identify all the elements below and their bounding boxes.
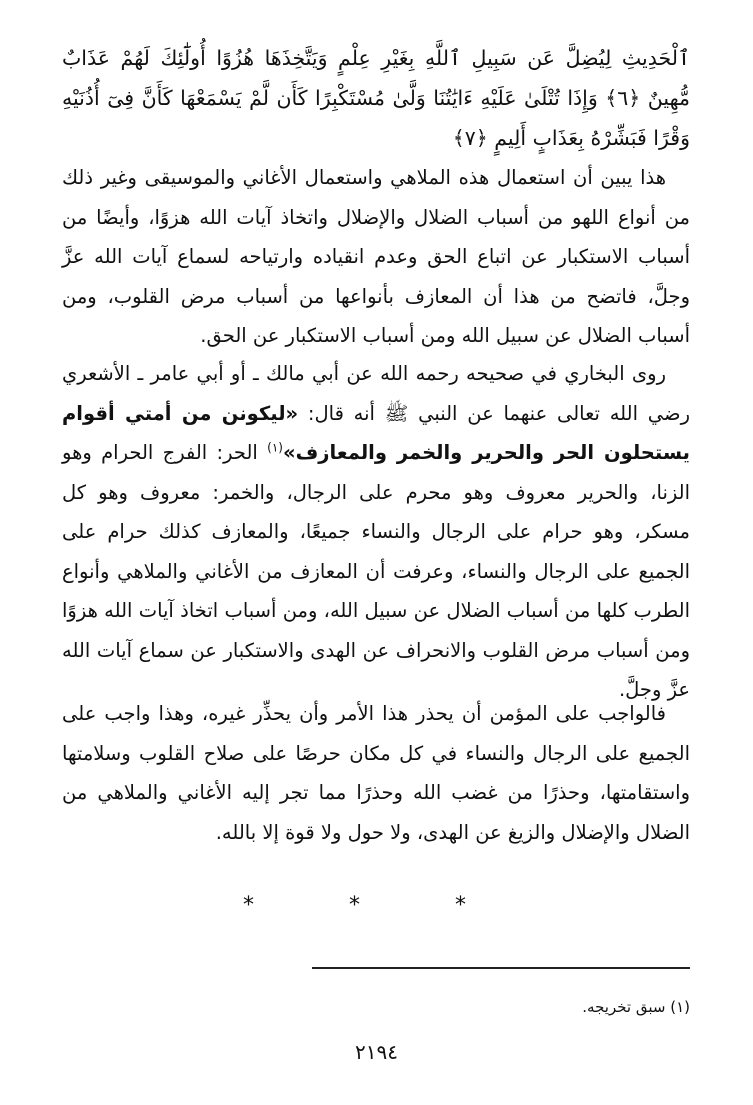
quran-verse-text: ٱلْحَدِيثِ لِيُضِلَّ عَن سَبِيلِ ٱللَّهِ بِغَيْرِ عِلْمٍ وَيَتَّخِذَهَا هُزُوًا أُولَٰٓئِكَ لَهُمْ عَذَابٌ مُّهِينٌ ﴿٦﴾ وَإِذَا تُتْلَىٰ عَلَيْهِ ءَايَٰتُنَا وَلَّىٰ مُسْتَكْبِرًا كَأَن لَّمْ يَسْمَعْهَا كَأَنَّ فِىٓ أُذُنَيْهِ وَقْرًا فَبَشِّرْهُ بِعَذَابٍ أَلِيمٍ ﴿٧﴾ [62,46,690,150]
hadith-quote: «ليكونن من أمتي أقوام يستحلون الحر والحرير والخمر والمعازف» [62,401,690,464]
footnote-divider [312,967,690,969]
section-separator-stars: * * * [243,893,510,918]
footnote-text: (١) سبق تخريجه. [582,998,690,1016]
paragraph-2-intro: روى البخاري في صحيحه رحمه الله عن أبي مالك ـ أو أبي عامر ـ الأشعري رضي الله تعالى عنهما عن النبي ﷺ أنه قال: [62,362,690,425]
footnote-reference[interactable]: (١) [267,440,283,455]
paragraph-2 [62,354,690,710]
paragraph-1: هذا يبين أن استعمال هذه الملاهي واستعمال الأغاني والموسيقى وغير ذلك من أنواع اللهو من أسباب الضلال والإضلال واتخاذ آيات الله هزوًا، وأيضًا من أسباب الاستكبار عن اتباع الحق وعدم انقياده وارتياحه لسماع آيات الله عزَّ وجلَّ، فاتضح من هذا أن المعازف بأنواعها من أسباب مرض القلوب، ومن أسباب الضلال عن سبيل الله ومن أسباب الاستكبار عن الحق. [62,166,690,347]
page-number: ٢١٩٤ [355,1040,398,1064]
paragraph-3: فالواجب على المؤمن أن يحذر هذا الأمر وأن يحذِّر غيره، وهذا واجب على الجميع على الرجال والنساء في كل مكان حرصًا على صلاح القلوب وسلامتها واستقامتها، وحذرًا من غضب الله وحذرًا مما تجر إليه الأغاني والملاهي من الضلال والإضلال والزيغ عن الهدى، ولا حول ولا قوة إلا بالله. [62,702,690,844]
paragraph-2-explanation: الحر: الفرج الحرام وهو الزنا، والحرير معروف وهو محرم على الرجال، والخمر: معروف وهو كل مسكر، وهو حرام على الرجال والنساء جميعًا، والمعازف كذلك حرام على الجميع على الرجال والنساء، وعرفت أن المعازف من الأغاني والملاهي وأنواع الطرب كلها من أسباب الضلال عن سبيل الله، ومن أسباب اتخاذ آيات الله هزوًا ومن أسباب مرض القلوب والانحراف عن الهدى والاستكبار عن سماع آيات الله عزَّ وجلَّ. [62,441,690,701]
